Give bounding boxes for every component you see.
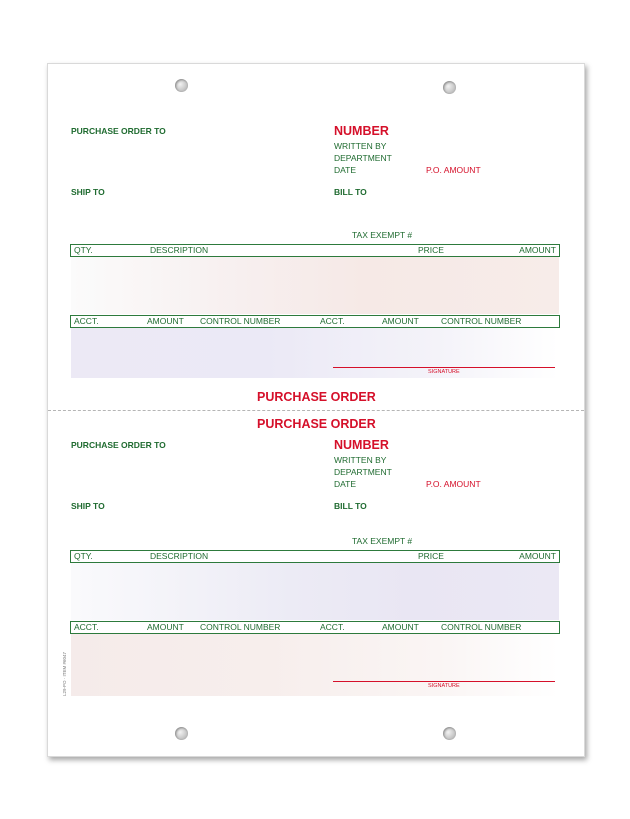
- amount-header-2: AMOUNT: [519, 551, 556, 561]
- acct-header-bar: [70, 315, 560, 328]
- punch-hole-icon: [175, 79, 188, 92]
- acct-header-1: ACCT.: [74, 316, 99, 326]
- signature-line-2: [333, 681, 555, 682]
- bill-to-label-2: BILL TO: [334, 501, 367, 511]
- written-by-label-2: WRITTEN BY: [334, 455, 387, 465]
- acct-header-4: ACCT.: [320, 622, 345, 632]
- price-header: PRICE: [418, 245, 444, 255]
- control-number-header-2: CONTROL NUMBER: [441, 316, 522, 326]
- items-header-bar-2: [70, 550, 560, 563]
- items-header-bar: [70, 244, 560, 257]
- purchase-order-to-label: PURCHASE ORDER TO: [71, 126, 166, 136]
- control-number-header-3: CONTROL NUMBER: [200, 622, 281, 632]
- purchase-order-sheet: [47, 63, 585, 757]
- control-number-header-4: CONTROL NUMBER: [441, 622, 522, 632]
- po-amount-label-2: P.O. AMOUNT: [426, 479, 481, 489]
- amount-header: AMOUNT: [519, 245, 556, 255]
- bill-to-label: BILL TO: [334, 187, 367, 197]
- acct-header-3: ACCT.: [74, 622, 99, 632]
- written-by-label: WRITTEN BY: [334, 141, 387, 151]
- purchase-order-title-bottom: PURCHASE ORDER: [257, 417, 376, 431]
- perforation-line: [48, 410, 584, 411]
- price-header-2: PRICE: [418, 551, 444, 561]
- description-header-2: DESCRIPTION: [150, 551, 209, 561]
- amount-header-4: AMOUNT: [382, 622, 419, 632]
- acct-area-2: [71, 634, 559, 696]
- signature-label-2: SIGNATURE: [428, 683, 460, 689]
- tax-exempt-label-2: TAX EXEMPT #: [352, 536, 413, 546]
- department-label-2: DEPARTMENT: [334, 467, 392, 477]
- signature-label: SIGNATURE: [428, 369, 460, 375]
- signature-line: [333, 367, 555, 368]
- acct-area: [71, 328, 559, 378]
- department-label: DEPARTMENT: [334, 153, 392, 163]
- qty-header-2: QTY.: [74, 551, 93, 561]
- amount-header-2: AMOUNT: [382, 316, 419, 326]
- date-label-2: DATE: [334, 479, 357, 489]
- amount-header-1: AMOUNT: [147, 316, 184, 326]
- description-header: DESCRIPTION: [150, 245, 209, 255]
- control-number-header-1: CONTROL NUMBER: [200, 316, 281, 326]
- items-area-2: [71, 563, 559, 620]
- number-label-2: NUMBER: [334, 438, 389, 452]
- item-code: L29-PO · ITEM #6047: [62, 651, 67, 696]
- qty-header: QTY.: [74, 245, 93, 255]
- acct-header-bar-2: [70, 621, 560, 634]
- acct-header-2: ACCT.: [320, 316, 345, 326]
- tax-exempt-label: TAX EXEMPT #: [352, 230, 413, 240]
- ship-to-label: SHIP TO: [71, 187, 105, 197]
- number-label: NUMBER: [334, 124, 389, 138]
- date-label: DATE: [334, 165, 357, 175]
- punch-hole-icon: [443, 727, 456, 740]
- punch-hole-icon: [443, 81, 456, 94]
- items-area: [71, 257, 559, 314]
- purchase-order-to-label-2: PURCHASE ORDER TO: [71, 440, 166, 450]
- purchase-order-title-top: PURCHASE ORDER: [257, 390, 376, 404]
- punch-hole-icon: [175, 727, 188, 740]
- ship-to-label-2: SHIP TO: [71, 501, 105, 511]
- po-amount-label: P.O. AMOUNT: [426, 165, 481, 175]
- amount-header-3: AMOUNT: [147, 622, 184, 632]
